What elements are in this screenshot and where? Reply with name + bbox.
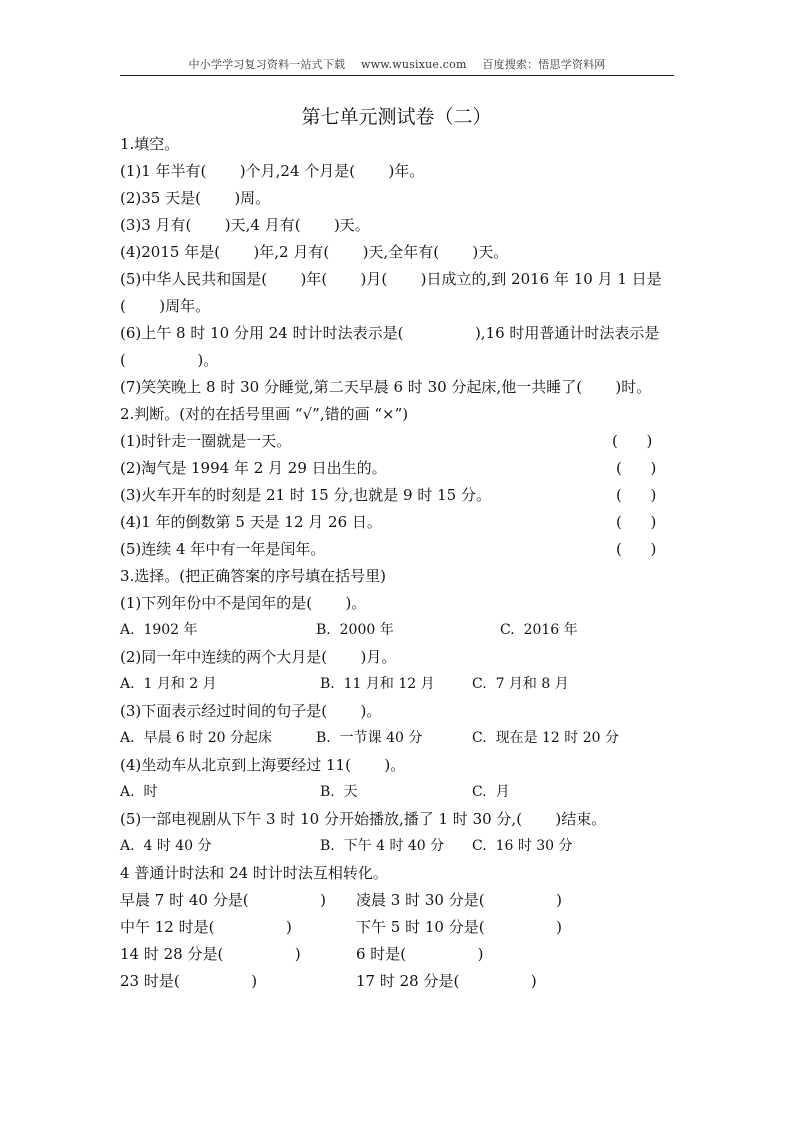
convert-item: 中午 12 时是( ): [120, 918, 292, 936]
section-3-heading: 3.选择。(把正确答案的序号填在括号里): [120, 567, 387, 585]
header-right-text: 百度搜索：悟思学资料网: [482, 58, 606, 71]
convert-item: 14 时 28 分是( ): [120, 945, 301, 963]
judge-item: (2)淘气是 1994 年 2 月 29 日出生的。: [120, 459, 387, 477]
fill-item: (1)1 年半有( )个月,24 个月是( )年。: [120, 162, 425, 180]
convert-item: 23 时是( ): [120, 972, 258, 990]
choice-option-a: A. 时: [120, 784, 158, 800]
judge-item: (3)火车开车的时刻是 21 时 15 分,也就是 9 时 15 分。: [120, 486, 491, 504]
choice-option-b: B. 天: [320, 784, 358, 800]
header-rule: [120, 75, 674, 76]
fill-item: (2)35 天是( )周。: [120, 189, 271, 207]
section-4-heading: 4 普通计时法和 24 时计时法互相转化。: [120, 864, 388, 882]
judge-item: (4)1 年的倒数第 5 天是 12 月 26 日。: [120, 513, 382, 531]
page-title: 第七单元测试卷（二）: [301, 106, 492, 128]
choice-option-a: A. 早晨 6 时 20 分起床: [120, 730, 272, 746]
choice-question: (2)同一年中连续的两个大月是( )月。: [120, 648, 397, 666]
judge-item: (1)时针走一圈就是一天。: [120, 432, 292, 450]
choice-option-a: A. 4 时 40 分: [120, 838, 212, 854]
choice-question: (4)坐动车从北京到上海要经过 11( )。: [120, 756, 406, 774]
convert-item: 早晨 7 时 40 分是( ): [120, 891, 326, 909]
fill-item: (7)笑笑晚上 8 时 30 分睡觉,第二天早晨 6 时 30 分起床,他一共睡了( )时。: [120, 378, 652, 396]
header-url: www.wusixue.com: [361, 58, 467, 71]
fill-item-continued: ( )周年。: [120, 297, 211, 315]
judge-answer-paren: ( ): [616, 540, 657, 558]
section-1-heading: 1.填空。: [120, 135, 180, 153]
header-left-text: 中小学学习复习资料一站式下载: [188, 58, 346, 71]
fill-item: (6)上午 8 时 10 分用 24 时计时法表示是( ),16 时用普通计时法表示是: [120, 324, 660, 342]
fill-item: (4)2015 年是( )年,2 月有( )天,全年有( )天。: [120, 243, 509, 261]
judge-answer-paren: ( ): [616, 486, 657, 504]
convert-item: 下午 5 时 10 分是( ): [356, 918, 562, 936]
judge-answer-paren: ( ): [612, 432, 653, 450]
choice-option-b: B. 下午 4 时 40 分: [320, 838, 445, 854]
fill-item: (5)中华人民共和国是( )年( )月( )日成立的,到 2016 年 10 月 1 日是: [120, 270, 662, 288]
choice-question: (3)下面表示经过时间的句子是( )。: [120, 702, 382, 720]
judge-answer-paren: ( ): [616, 459, 657, 477]
convert-item: 凌晨 3 时 30 分是( ): [356, 891, 562, 909]
convert-item: 17 时 28 分是( ): [356, 972, 537, 990]
choice-option-c: C. 2016 年: [500, 622, 578, 638]
page-header: [120, 56, 674, 72]
choice-option-c: C. 现在是 12 时 20 分: [472, 730, 619, 746]
convert-item: 6 时是( ): [356, 945, 484, 963]
fill-item: (3)3 月有( )天,4 月有( )天。: [120, 216, 370, 234]
choice-question: (1)下列年份中不是闰年的是( )。: [120, 594, 367, 612]
choice-option-a: A. 1902 年: [120, 622, 198, 638]
choice-option-c: C. 月: [472, 784, 510, 800]
choice-option-a: A. 1 月和 2 月: [120, 676, 217, 692]
choice-option-b: B. 11 月和 12 月: [320, 676, 435, 692]
section-2-heading: 2.判断。(对的在括号里画 “√”,错的画 “×”): [120, 405, 409, 423]
choice-option-b: B. 2000 年: [316, 622, 394, 638]
choice-question: (5)一部电视剧从下午 3 时 10 分开始播放,播了 1 时 30 分,( )结束。: [120, 810, 607, 828]
judge-answer-paren: ( ): [616, 513, 657, 531]
choice-option-b: B. 一节课 40 分: [316, 730, 423, 746]
choice-option-c: C. 16 时 30 分: [472, 838, 573, 854]
fill-item-continued: ( )。: [120, 351, 219, 369]
judge-item: (5)连续 4 年中有一年是闰年。: [120, 540, 326, 558]
choice-option-c: C. 7 月和 8 月: [472, 676, 569, 692]
